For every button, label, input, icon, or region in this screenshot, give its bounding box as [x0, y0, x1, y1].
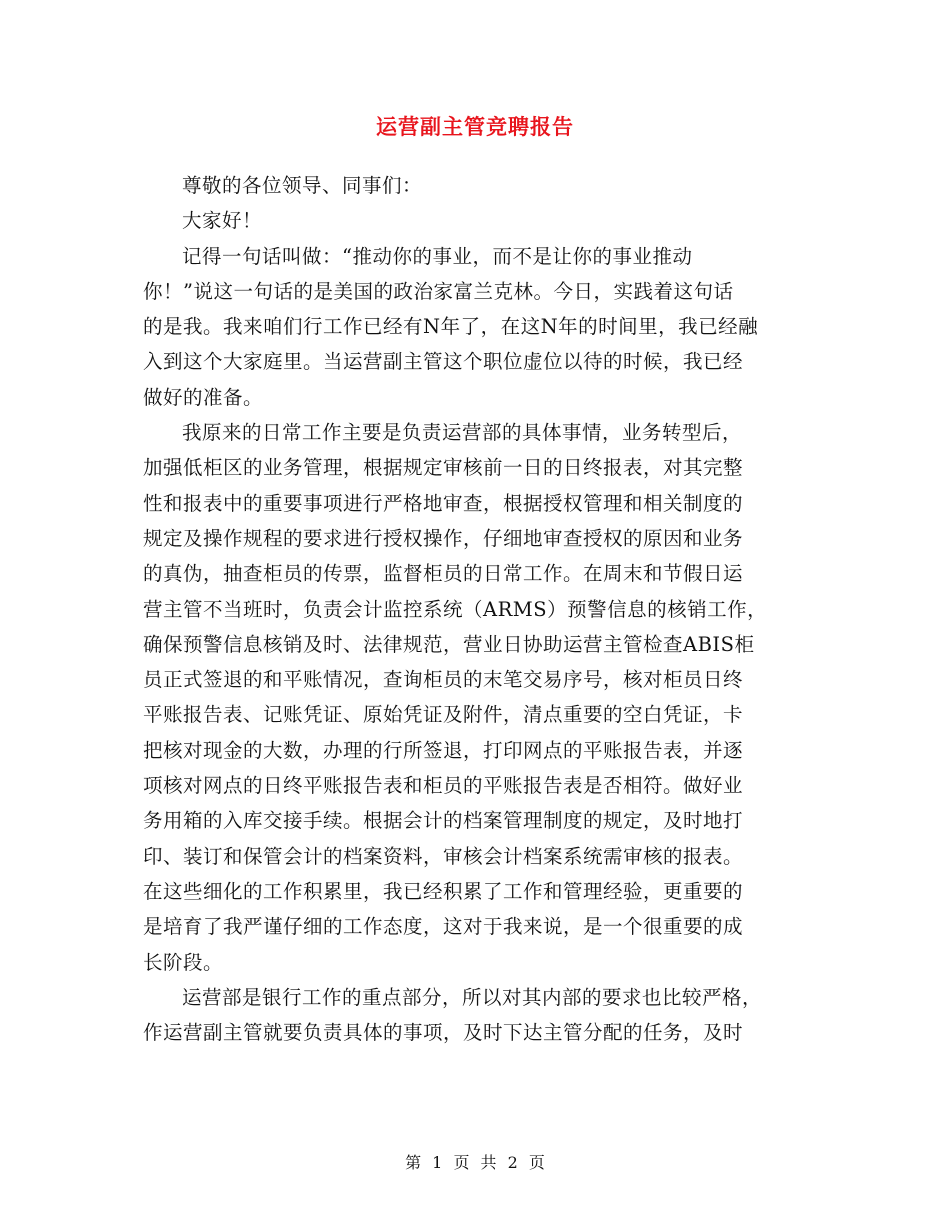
- text-line: 作运营副主管就要负责具体的事项，及时下达主管分配的任务，及时: [143, 1021, 744, 1045]
- paragraph-3: [143, 980, 815, 1051]
- text-line: 是培育了我严谨仔细的工作态度，这对于我来说，是一个很重要的成: [143, 915, 744, 939]
- text-line: 运营部是银行工作的重点部分，所以对其内部的要求也比较严格，: [182, 985, 763, 1009]
- paragraph-2: [143, 415, 815, 980]
- document-title: 运营副主管竞聘报告: [376, 114, 574, 139]
- text-line: 在这些细化的工作积累里，我已经积累了工作和管理经验，更重要的: [143, 879, 744, 903]
- greeting: 大家好！: [182, 209, 263, 233]
- text-line: 把核对现金的大数，办理的行所签退，打印网点的平账报告表，并逐: [143, 738, 744, 762]
- document-body: [143, 168, 815, 1050]
- text-line: 记得一句话叫做：“推动你的事业，而不是让你的事业推动: [182, 244, 693, 268]
- text-line: 长阶段。: [143, 950, 224, 974]
- text-line: 加强低柜区的业务管理，根据规定审核前一日的日终报表，对其完整: [143, 456, 744, 480]
- text-line: 务用箱的入库交接手续。根据会计的档案管理制度的规定，及时地打: [143, 809, 744, 833]
- text-line: 营主管不当班时，负责会计监控系统（ARMS）预警信息的核销工作，: [143, 597, 768, 621]
- paragraph-1: [143, 239, 815, 415]
- text-line: 做好的准备。: [143, 385, 264, 409]
- text-line: 印、装订和保管会计的档案资料，审核会计档案系统需审核的报表。: [143, 844, 744, 868]
- salutation: 尊敬的各位领导、同事们：: [182, 174, 423, 197]
- text-line: 的真伪，抽查柜员的传票，监督柜员的日常工作。在周末和节假日运: [143, 562, 744, 586]
- text-line: 员正式签退的和平账情况，查询柜员的末笔交易序号，核对柜员日终: [143, 668, 744, 692]
- text-line: 确保预警信息核销及时、法律规范，营业日协助运营主管检查ABIS柜: [143, 632, 755, 656]
- text-line: 规定及操作规程的要求进行授权操作，仔细地审查授权的原因和业务: [143, 526, 744, 550]
- text-line: 项核对网点的日终平账报告表和柜员的平账报告表是否相符。做好业: [143, 774, 744, 798]
- text-line: 性和报表中的重要事项进行严格地审查，根据授权管理和相关制度的: [143, 491, 744, 515]
- text-line: 我原来的日常工作主要是负责运营部的具体事情，业务转型后，: [182, 421, 743, 445]
- page-footer: 第 1 页 共 2 页: [405, 1153, 545, 1172]
- text-line: 入到这个大家庭里。当运营副主管这个职位虚位以待的时候，我已经: [143, 350, 744, 374]
- text-line: 你！”说这一句话的是美国的政治家富兰克林。今日，实践着这句话: [143, 279, 734, 303]
- text-line: 平账报告表、记账凭证、原始凭证及附件，清点重要的空白凭证，卡: [143, 703, 744, 727]
- text-line: 的是我。我来咱们行工作已经有N年了，在这N年的时间里，我已经融: [143, 315, 759, 339]
